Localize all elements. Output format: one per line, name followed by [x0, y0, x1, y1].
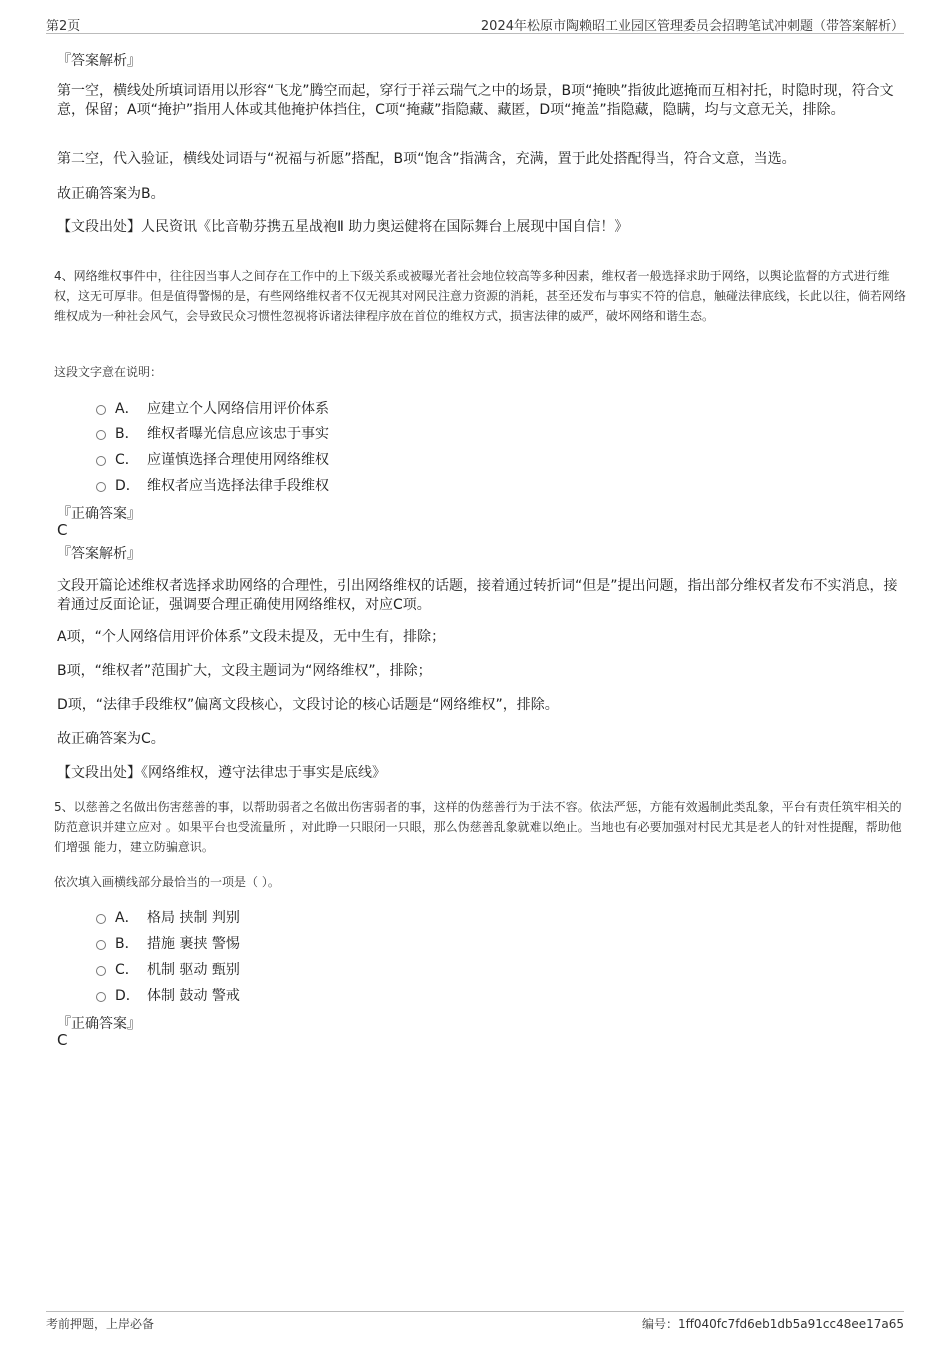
option-letter: C． — [115, 452, 139, 468]
radio-icon[interactable] — [96, 482, 106, 492]
option-letter: B． — [115, 936, 139, 952]
q4-analysis-label: 『答案解析』 — [57, 546, 141, 562]
q5-answer-label: 『正确答案』 — [57, 1016, 141, 1032]
radio-icon[interactable] — [96, 966, 106, 976]
option-letter: A． — [115, 401, 139, 417]
option-text: 机制 驱动 甄别 — [147, 962, 240, 978]
q5-stem: 5、以慈善之名做出伤害慈善的事，以帮助弱者之名做出伤害弱者的事，这样的伪慈善行为于法不容。依法严惩，方能有效遏制此类乱象，平台有责任筑牢相关的防范意识并建立应对 。如果平台也受流量所 ，对此睁一只眼闭一只眼，那么伪慈善乱象就难以绝止。当地也有必要加强对村民尤其是老人的针对性提醒，帮助他们增强 能力，建立防骗意识。 — [54, 800, 902, 854]
option-letter: B． — [115, 426, 139, 442]
q4-answer-label: 『正确答案』 — [57, 506, 141, 522]
option-letter: D． — [115, 478, 140, 494]
option-letter: A． — [115, 910, 139, 926]
q3-analysis-p3: 故正确答案为B。 — [57, 186, 165, 202]
option-text: 应谨慎选择合理使用网络维权 — [147, 452, 329, 468]
q3-source: 【文段出处】人民资讯《比音勒芬携五星战袍Ⅱ 助力奥运健将在国际舞台上展现中国自信！》 — [57, 219, 629, 235]
document-code: 编号：1ff040fc7fd6eb1db5a91cc48ee17a65 — [642, 1317, 904, 1331]
option-text: 应建立个人网络信用评价体系 — [147, 401, 329, 417]
q5-question: 依次填入画横线部分最恰当的一项是（ ）。 — [54, 875, 280, 889]
option-letter: C． — [115, 962, 139, 978]
q4-analysis-p1: 文段开篇论述维权者选择求助网络的合理性，引出网络维权的话题，接着通过转折词“但是”提出问题，指出部分维权者发布不实消息，接着通过反面论证，强调要合理正确使用网络维权，对应C项。 — [57, 578, 898, 613]
q4-analysis-p3: B项，“维权者”范围扩大，文段主题词为“网络维权”，排除； — [57, 663, 432, 679]
option-text: 体制 鼓动 警戒 — [147, 988, 240, 1004]
q4-analysis-p2: A项，“个人网络信用评价体系”文段未提及，无中生有，排除； — [57, 629, 446, 645]
q4-question: 这段文字意在说明： — [54, 365, 163, 379]
radio-icon[interactable] — [96, 914, 106, 924]
page-number: 第2页 — [46, 19, 81, 34]
radio-icon[interactable] — [96, 430, 106, 440]
radio-icon[interactable] — [96, 992, 106, 1002]
document-title: 2024年松原市陶赖昭工业园区管理委员会招聘笔试冲刺题（带答案解析） — [480, 19, 904, 34]
q4-analysis-p5: 故正确答案为C。 — [57, 731, 165, 747]
q4-option-a[interactable] — [96, 398, 329, 418]
radio-icon[interactable] — [96, 405, 106, 415]
q5-option-b[interactable] — [96, 933, 240, 953]
footer-slogan: 考前押题，上岸必备 — [46, 1317, 155, 1331]
q4-option-b[interactable] — [96, 423, 329, 443]
option-letter: D． — [115, 988, 140, 1004]
q5-answer: C — [57, 1031, 68, 1049]
option-text: 维权者应当选择法律手段维权 — [147, 478, 329, 494]
q4-option-c[interactable] — [96, 449, 329, 469]
q5-option-a[interactable] — [96, 907, 240, 927]
option-text: 格局 挟制 判别 — [147, 910, 240, 926]
radio-icon[interactable] — [96, 940, 106, 950]
option-text: 维权者曝光信息应该忠于事实 — [147, 426, 329, 442]
q4-source: 【文段出处】《网络维权，遵守法律忠于事实是底线》 — [57, 765, 386, 781]
q5-option-c[interactable] — [96, 959, 240, 979]
footer-divider — [46, 1311, 904, 1312]
q3-analysis-p1: 第一空，横线处所填词语用以形容“飞龙”腾空而起，穿行于祥云瑞气之中的场景，B项“掩映”指彼此遮掩而互相衬托，时隐时现，符合文意，保留；A项“掩护”指用人体或其他掩护体挡住，C项“掩藏”指隐藏、藏匿，D项“掩盖”指隐藏，隐瞒，均与文意无关，排除。 — [57, 83, 894, 118]
q5-option-d[interactable] — [96, 985, 240, 1005]
q3-analysis-p2: 第二空，代入验证，横线处词语与“祝福与祈愿”搭配，B项“饱含”指满含，充满，置于此处搭配得当，符合文意，当选。 — [57, 151, 796, 167]
q3-analysis-label: 『答案解析』 — [57, 53, 141, 69]
q4-stem: 4、网络维权事件中，往往因当事人之间存在工作中的上下级关系或被曝光者社会地位较高等多种因素，维权者一般选择求助于网络，以舆论监督的方式进行维权，这无可厚非。但是值得警惕的是，有些网络维权者不仅无视其对网民注意力资源的消耗，甚至还发布与事实不符的信息，触碰法律底线，长此以往，倘若网络维权成为一种社会风气，会导致民众习惯性忽视将诉诸法律程序放在首位的维权方式，损害法律的威严，破坏网络和谐生态。 — [54, 269, 907, 323]
q4-option-d[interactable] — [96, 475, 329, 495]
option-text: 措施 裹挟 警惕 — [147, 936, 240, 952]
radio-icon[interactable] — [96, 456, 106, 466]
header-divider — [46, 33, 904, 34]
q4-analysis-p4: D项，“法律手段维权”偏离文段核心，文段讨论的核心话题是“网络维权”，排除。 — [57, 697, 559, 713]
q4-answer: C — [57, 521, 68, 539]
